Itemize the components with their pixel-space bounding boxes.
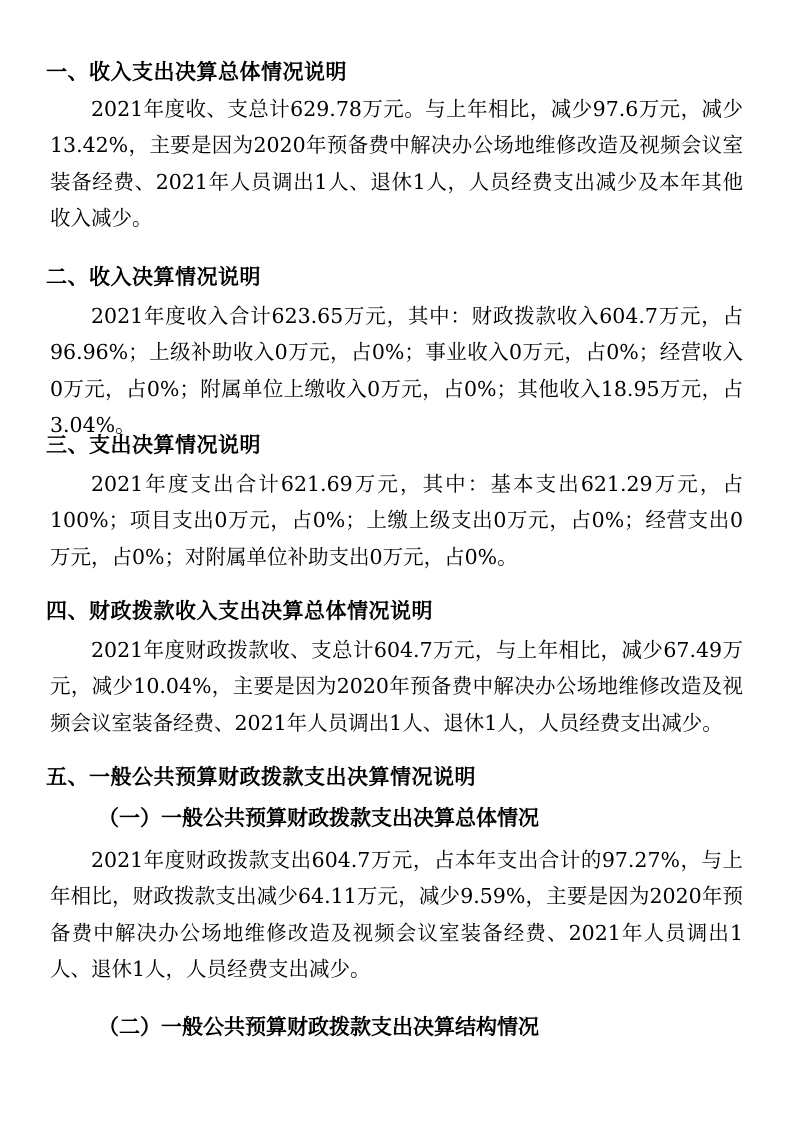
section-3-paragraph: 2021年度支出合计621.69万元，其中：基本支出621.29万元，占100%；项目支出0万元，占0%；上缴上级支出0万元，占0%；经营支出0万元，占0%；对附属单位补助支出0万元，占0%。 (50, 472, 743, 569)
section-1-paragraph: 2021年度收、支总计629.78万元。与上年相比，减少97.6万元，减少13.42%，主要是因为2020年预备费中解决办公场地维修改造及视频会议室装备经费、2021年人员调出1人、退休1人，人员经费支出减少及本年其他收入减少。 (50, 97, 743, 230)
subsection-5-1-heading: （一）一般公共预算财政拨款支出决算总体情况 (98, 806, 539, 830)
subsection-5-1-paragraph: 2021年度财政拨款支出604.7万元，占本年支出合计的97.27%，与上年相比，财政拨款支出减少64.11万元，减少9.59%，主要是因为2020年预备费中解决办公场地维修改造及视频会议室装备经费、2021年人员调出1人、退休1人，人员经费支出减少。 (50, 848, 743, 981)
section-4-paragraph: 2021年度财政拨款收、支总计604.7万元，与上年相比，减少67.49万元，减少10.04%，主要是因为2020年预备费中解决办公场地维修改造及视频会议室装备经费、2021年人员调出1人、退休1人，人员经费支出减少。 (50, 638, 743, 735)
section-5-heading: 五、一般公共预算财政拨款支出决算情况说明 (46, 765, 476, 789)
section-3-heading: 三、支出决算情况说明 (46, 433, 261, 457)
section-2-paragraph: 2021年度收入合计623.65万元，其中：财政拨款收入604.7万元，占96.96%；上级补助收入0万元，占0%；事业收入0万元，占0%；经营收入0万元，占0%；附属单位上缴收入0万元，占0%；其他收入18.95万元，占3.04%。 (50, 304, 743, 437)
subsection-5-2-heading: （二）一般公共预算财政拨款支出决算结构情况 (98, 1015, 539, 1039)
section-2-heading: 二、收入决算情况说明 (46, 265, 261, 289)
section-4-heading: 四、财政拨款收入支出决算总体情况说明 (46, 599, 433, 623)
section-1-heading: 一、收入支出决算总体情况说明 (46, 60, 347, 84)
